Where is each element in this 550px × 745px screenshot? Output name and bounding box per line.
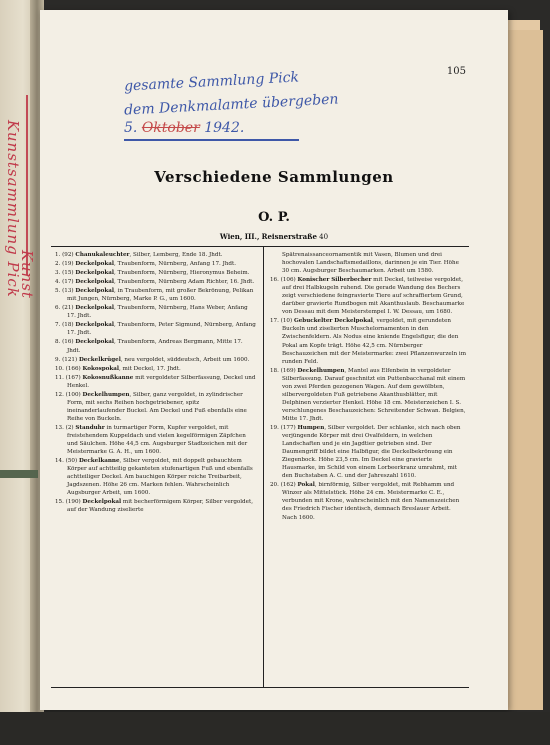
handwritten-struck-month: Oktober [141, 120, 200, 136]
address-street: Reisnerstraße [261, 232, 317, 241]
entry-description: , Traubenform, Nürnberg, Anfang 17. Jhdt. [114, 261, 237, 268]
desk-surface [0, 712, 550, 745]
entry-number: 6. (21) [55, 305, 74, 312]
entry-number: 4. (17) [55, 279, 74, 286]
left-column [55, 251, 256, 515]
catalog-entry [55, 260, 256, 268]
catalog-entry [55, 365, 256, 373]
entry-description: , neu vergoldet, süddeutsch, Arbeit um 1600. [120, 356, 250, 363]
address-number: 40 [319, 233, 329, 241]
catalog-entry [55, 269, 256, 277]
entry-object-name: Kokospokal [82, 365, 119, 372]
entry-number: 9. (121) [55, 356, 78, 363]
left-page-handwriting-1: Kunstsammlung Pick [4, 120, 22, 298]
owner-address [40, 232, 508, 241]
entry-description: , birnförmig, Silber vergoldet, mit Rebhamm und Winzer als Mittelstück. Höhe 24 cm. Meistermarke C. E., verbunden mit Krone, wahrscheinlich mit den Namenszeichen des Friedrich Fischer identisch, demnach Breslauer Arbeit. Nach 1600. [282, 482, 460, 521]
handwritten-note-line-2: dem Denkmalamte übergeben [123, 91, 339, 119]
column-divider [263, 247, 264, 687]
handwritten-note-line-1: gesamte Sammlung Pick [123, 69, 300, 95]
entry-number: 5. (13) [55, 288, 74, 295]
catalog-entry [55, 338, 256, 354]
entry-number: 14. (50) [55, 458, 78, 465]
catalog-entry [270, 481, 466, 521]
catalog-entry [55, 424, 256, 456]
entry-description: , mit Deckel, 17. Jhdt. [119, 365, 181, 372]
entry-object-name: Humpen [297, 424, 325, 431]
owner-initials: O. P. [258, 210, 290, 225]
entry-number: 1. (92) [55, 252, 74, 258]
entry-object-name: Standuhr [75, 424, 105, 431]
catalog-entry [270, 424, 466, 480]
entry-description: , in Traubenform, mit großer Bekrönung, Pelikan mit Jungen, Nürnberg, Marke P. G., um 1600. [67, 288, 254, 303]
catalog-entry [270, 317, 466, 365]
entry-description: , Traubenform, Nürnberg Adam Richter, 16. Jhdt. [114, 279, 255, 286]
entry-number: 7. (18) [55, 322, 74, 329]
left-page-green-band [0, 470, 38, 478]
entry-object-name: Deckelkrügel [78, 356, 121, 363]
entry-description: , Silber vergoldet, mit doppelt gebauchtem Körper auf achtteilig gekanteten stufenartigen Fuß und ebenfalls achtteiliger Deckel. Am bauchigen Körper reiche Treibarbeit, Jagdszenen. Höhe 26 cm. Marken fehlen. Wahrscheinlich Augsburger Arbeit, um 1600. [67, 458, 253, 497]
catalog-entry [270, 367, 466, 423]
entry-number: 8. (16) [55, 339, 74, 346]
entry-number: 13. (2) [55, 424, 74, 431]
entry-object-name: Deckelpokal [75, 270, 115, 277]
entry-object-name: Deckelpokal [75, 339, 115, 346]
entry-description: , Mantel aus Elfenbein in vergoldeter Silberfassung. Darauf geschnitzt ein Puttenbacchanal mit einem von zwei Pferden gezogenen Wagen. Auf dem gewölbten, silbervergoldeten Fuß getriebene Akanthusblätter, mit Delphinen verzierter Henkel. Höhe 18 cm. Meisterzeichen I. S. verschlungenes Beschauzeichen: Schreitender Schwan. Belgien, Mitte 17. Jhdt. [282, 367, 466, 422]
entry-object-name: Konischer Silberbecher [297, 277, 372, 284]
entry-description: , Traubenform, Peter Sigmund, Nürnberg, Anfang 17. Jhdt. [67, 322, 256, 337]
entry-object-name: Gebuckelter Deckelpokal [293, 318, 373, 325]
entry-object-name: Deckelkanne [78, 458, 120, 465]
entry-object-name: Deckelpokal [75, 305, 115, 312]
section-heading: Verschiedene Sammlungen [154, 168, 394, 186]
entry-object-name: Kokosnußkanne [82, 374, 134, 381]
entry-object-name: Deckelpokal [75, 261, 115, 268]
catalog-entry [55, 287, 256, 303]
handwritten-note-line-3 [124, 120, 244, 136]
catalog-entry [270, 276, 466, 316]
entry-number: 17. (10) [270, 318, 293, 325]
entry-description: , Traubenform, Andreas Bergmann, Mitte 17. Jhdt. [67, 339, 243, 354]
entry-description: mit becherförmigem Körper, Silber vergoldet, auf der Wandung ziselierte [67, 499, 253, 514]
page-number: 105 [446, 66, 466, 77]
left-page-red-mark [26, 95, 28, 275]
catalog-entry [55, 321, 256, 337]
catalog-entry [55, 374, 256, 390]
catalog-columns [51, 246, 469, 688]
entry-object-name: Deckelhumpen [297, 367, 345, 374]
right-column [270, 251, 466, 523]
entry-object-name: Deckelpokal [75, 288, 115, 295]
entry-description: , Silber, ganz vergoldet, in zylindrischer Form, mit sechs Reihen hochgetriebener, spitz ineinanderlaufender Buckel. Am Deckel und Fuß ebenfalls eine Reihe von Buckeln. [67, 391, 247, 422]
handwritten-year: 1942. [204, 120, 245, 136]
handwritten-day: 5. [124, 120, 138, 136]
entry-number: 20. (162) [270, 482, 296, 489]
address-city: Wien, III., [219, 232, 260, 241]
document-page [40, 10, 508, 710]
left-page-handwriting-2: Kunst [18, 250, 36, 299]
catalog-entry [55, 457, 256, 497]
entry-number: 18. (169) [270, 367, 296, 374]
catalog-entry [55, 251, 256, 259]
catalog-entry [55, 356, 256, 364]
entry-description: mit Deckel, teilweise vergoldet, auf drei Halbkugeln ruhend. Die gerade Wandung des Bechers zeigt verschiedene feingravierte Tiere auf schraffiertem Grund, darüber gravierte Rundbogen mit Akanthuslaub. Beschaumarke von Dessau mit dem Meisterstempel I. W. Dessau, um 1680. [282, 277, 465, 316]
catalog-entry [55, 304, 256, 320]
entry-description: , vergoldet, mit gerundeten Buckeln und ziselierten Muschelornamenten in den Zwischenfeldern. Als Nodus eine kniende Engelsfigur, die den Pokal am Kopfe trägt. Höhe 42,5 cm. Nürnberger Beschauzeichen mit der Meistermarke: zwei Pflanzenwurzeln im runden Feld. [282, 318, 466, 365]
entry-number: 16. (106) [270, 277, 296, 284]
entry-object-name: Deckelpokal [75, 322, 115, 329]
entry-description: mit vergoldeter Silberfassung, Deckel und Henkel. [67, 374, 256, 389]
handwritten-underline [124, 139, 299, 141]
catalog-entry [55, 498, 256, 514]
entry-description: , Traubenform, Nürnberg, Hieronymus Beheim. [114, 270, 250, 277]
entry-description: , Silber vergoldet. Der schlanke, sich nach oben verjüngende Körper mit drei Ovalfeldern, in welchen Landschaften und je ein Jagdtier getrieben sind. Der Daumengriff bildet eine Halbfigur, die Deckelbekrönung ein Ziegenbock. Höhe 23,5 cm. Im Deckel eine gravierte Hausmarke, im Schild von einem Lorbeerkranz umrahmt, mit den Buchstaben A. C. und der Jahreszahl 1610. [282, 424, 461, 480]
entry-description: , Traubenform, Nürnberg, Hans Weber, Anfang 17. Jhdt. [67, 305, 248, 320]
entry-number: 10. (166) [55, 365, 81, 372]
catalog-entry [55, 278, 256, 286]
entry-object-name: Deckelpokal [75, 279, 115, 286]
entry-number: 3. (15) [55, 270, 74, 277]
entry-description: , Silber, Lemberg, Ende 18. Jhdt. [129, 252, 223, 258]
entry-description: in turmartiger Form, Kupfer vergoldet, mit freistehendem Kuppeldach und vielen kegelförmigen Zäpfchen und Säulchen. Höhe 44,5 cm. Augsburger Stadtzeichen mit der Meistermarke G. A. H., um 1600. [67, 424, 248, 456]
back-sheet-edge [505, 30, 543, 710]
entry-object-name: Chanukaleuchter [75, 252, 130, 258]
entry-number: 15. (190) [55, 499, 81, 506]
entry-number: 2. (19) [55, 261, 74, 268]
continued-entry-text: Spätrenaissanceornamentik mit Vasen, Blumen und drei hochovalen Landschaftsmedaillons, darinnen je ein Tier. Höhe 30 cm. Augsburger Beschaumarken. Arbeit um 1580. [282, 252, 459, 275]
entry-object-name: Deckelhumpen [82, 391, 130, 398]
entry-object-name: Pokal [297, 482, 315, 489]
entry-number: 11. (167) [55, 374, 81, 381]
entry-number: 19. (177) [270, 424, 296, 431]
catalog-entry [55, 391, 256, 423]
entry-number: 12. (100) [55, 391, 81, 398]
entry-object-name: Deckelpokal [82, 499, 122, 506]
